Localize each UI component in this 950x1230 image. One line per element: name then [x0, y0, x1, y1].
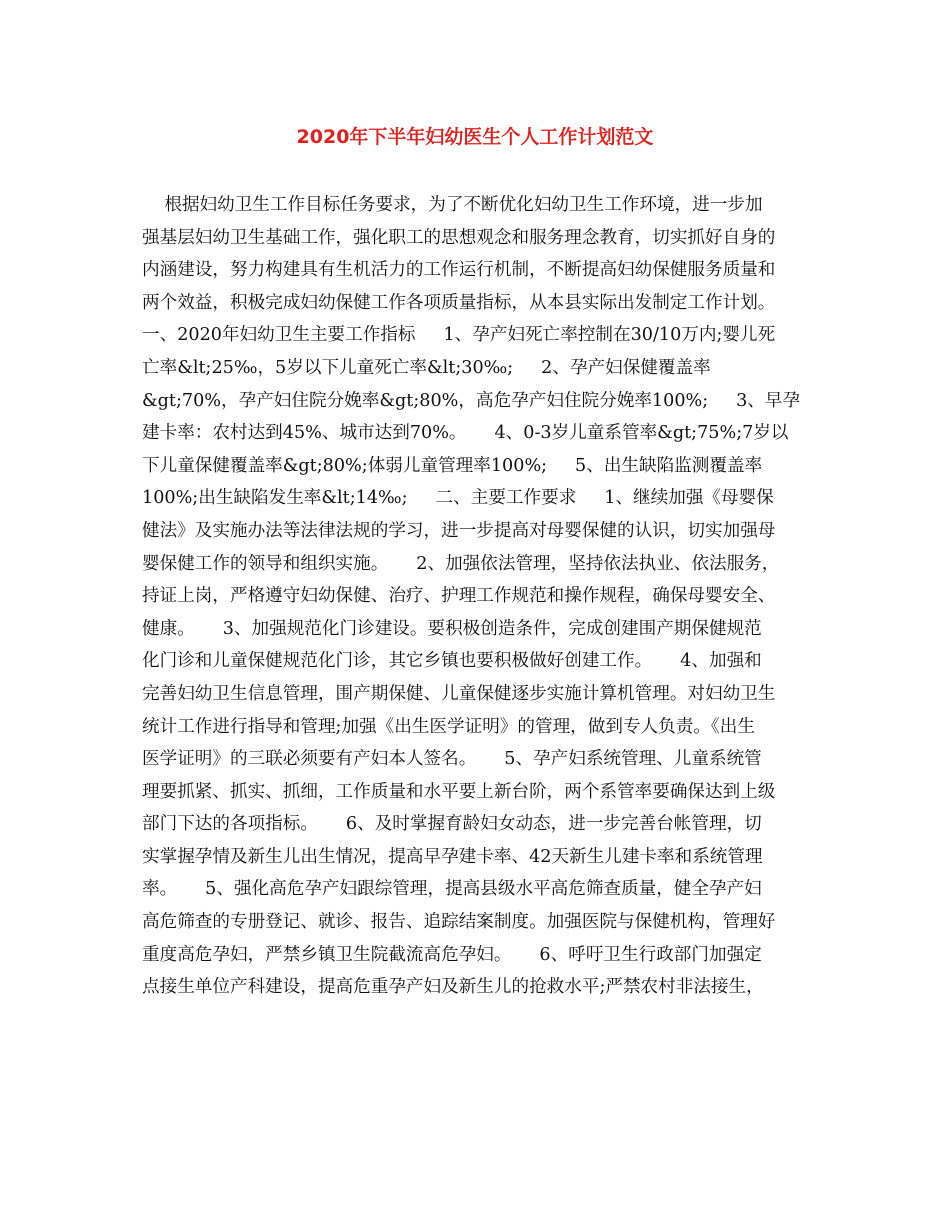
- body-line: 建卡率：农村达到45%、城市达到70%。 4、0-3岁儿童系管率&gt;75%;7岁以: [142, 423, 789, 444]
- body-line: 婴保健工作的领导和组织实施。 2、加强依法管理，坚持依法执业、依法服务，: [142, 553, 780, 574]
- document-title: 2020年下半年妇幼医生个人工作计划范文: [296, 126, 654, 148]
- body-line: 点接生单位产科建设，提高危重孕产妇及新生儿的抢救水平;严禁农村非法接生，: [142, 977, 764, 998]
- body-line: 健康。 3、加强规范化门诊建设。要积极创造条件，完成创建围产期保健规范: [142, 618, 762, 639]
- body-line: 理要抓紧、抓实、抓细，工作质量和水平要上新台阶，两个系管率要确保达到上级: [142, 781, 776, 802]
- body-line: 100%;出生缺陷发生率&lt;14‰; 二、主要工作要求 1、继续加强《母婴保: [142, 488, 774, 509]
- document-body: [142, 189, 810, 1004]
- body-line: 内涵建设，努力构建具有生机活力的工作运行机制，不断提高妇幼保健服务质量和: [142, 260, 776, 281]
- body-line: 重度高危孕妇，严禁乡镇卫生院截流高危孕妇。 6、呼吁卫生行政部门加强定: [142, 944, 762, 965]
- body-line: 下儿童保健覆盖率&gt;80%;体弱儿童管理率100%; 5、出生缺陷监测覆盖率: [142, 455, 763, 476]
- body-line: 率。 5、强化高危孕产妇跟综管理，提高县级水平高危筛查质量，健全孕产妇: [142, 879, 762, 900]
- body-line: 高危筛查的专册登记、就诊、报告、追踪结案制度。加强医院与保健机构，管理好: [142, 912, 776, 933]
- body-line: 健法》及实施办法等法律法规的学习，进一步提高对母婴保健的认识，切实加强母: [142, 520, 776, 541]
- body-line: 化门诊和儿童保健规范化门诊，其它乡镇也要积极做好创建工作。 4、加强和: [142, 651, 762, 672]
- body-line: 统计工作进行指导和管理;加强《出生医学证明》的管理，做到专人负责。《出生: [142, 716, 755, 737]
- body-line: 部门下达的各项指标。 6、及时掌握育龄妇女动态，进一步完善台帐管理，切: [142, 814, 762, 835]
- body-line: 两个效益，积极完成妇幼保健工作各项质量指标，从本县实际出发制定工作计划。: [142, 292, 776, 313]
- body-line: 实掌握孕情及新生儿出生情况，提高早孕建卡率、42天新生儿建卡率和系统管理: [142, 846, 763, 867]
- body-line: 持证上岗，严格遵守妇幼保健、治疗、护理工作规范和操作规程，确保母婴安全、: [142, 586, 776, 607]
- body-line: 亡率&lt;25‰，5岁以下儿童死亡率&lt;30‰; 2、孕产妇保健覆盖率: [142, 357, 711, 378]
- body-line: &gt;70%，孕产妇住院分娩率&gt;80%，高危孕产妇住院分娩率100%; 3、早孕: [142, 390, 801, 411]
- body-line: 强基层妇幼卫生基础工作，强化职工的思想观念和服务理念教育，切实抓好自身的: [142, 227, 776, 248]
- body-line: 完善妇幼卫生信息管理，围产期保健、儿童保健逐步实施计算机管理。对妇幼卫生: [142, 683, 776, 704]
- body-line: 医学证明》的三联必须要有产妇本人签名。 5、孕产妇系统管理、儿童系统管: [142, 749, 762, 770]
- body-line: 根据妇幼卫生工作目标任务要求，为了不断优化妇幼卫生工作环境，进一步加: [142, 195, 763, 215]
- body-line: 一、2020年妇幼卫生主要工作指标 1、孕产妇死亡率控制在30/10万内;婴儿死: [142, 325, 776, 346]
